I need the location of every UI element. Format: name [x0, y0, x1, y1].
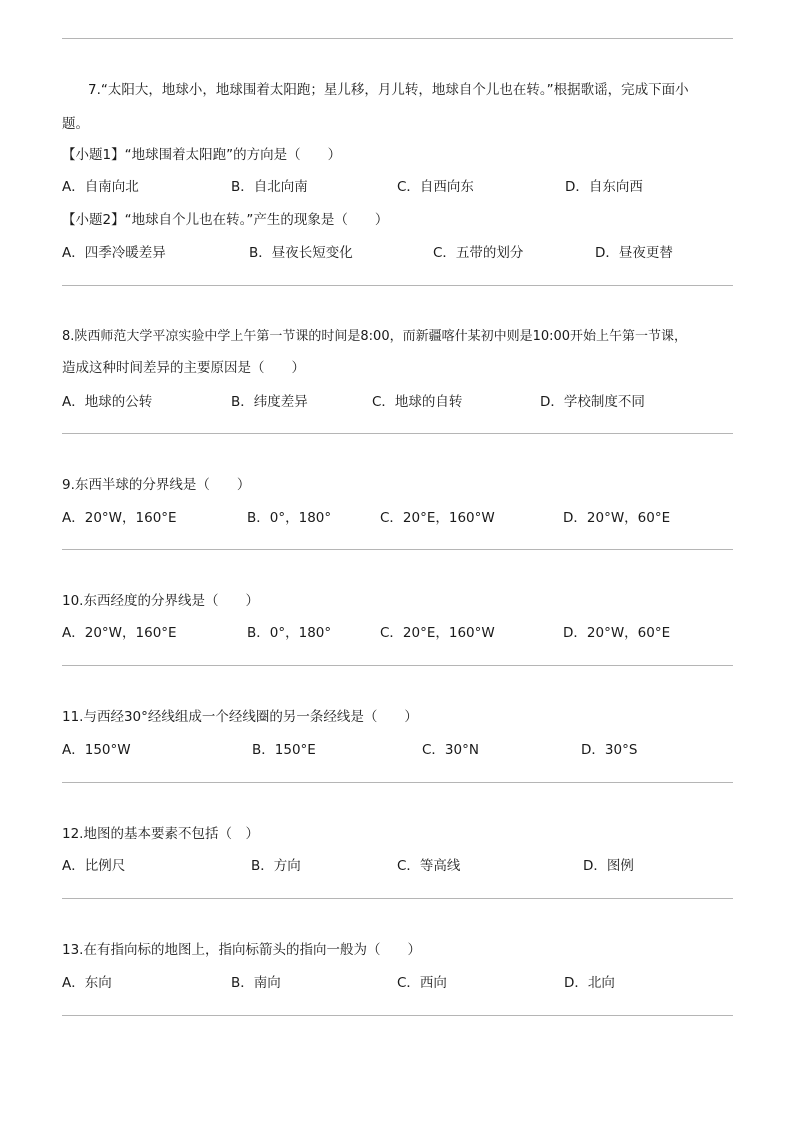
q13-option-c[interactable]: C．西向 [397, 975, 447, 991]
q7-sub1-option-a[interactable]: A．自南向北 [62, 179, 139, 195]
divider-q9 [62, 549, 733, 550]
divider-q12 [62, 898, 733, 899]
q13-option-d[interactable]: D．北向 [564, 975, 615, 991]
q7-stem-line1: 7.“太阳大，地球小，地球围着太阳跑；星儿移，月儿转，地球自个儿也在转。”根据歌谣，完成下面小 [88, 82, 689, 98]
divider-q13 [62, 1015, 733, 1016]
q8-option-d[interactable]: D．学校制度不同 [540, 394, 645, 410]
q9-option-b[interactable]: B．0°，180° [247, 510, 332, 526]
q12-option-a[interactable]: A．比例尺 [62, 858, 126, 874]
divider-q8 [62, 433, 733, 434]
q12-stem: 12.地图的基本要素不包括（ ） [62, 826, 259, 842]
divider-q7 [62, 285, 733, 286]
q10-option-c[interactable]: C．20°E，160°W [380, 625, 495, 641]
q11-option-a[interactable]: A．150°W [62, 742, 131, 758]
q13-stem: 13.在有指向标的地图上，指向标箭头的指向一般为（ ） [62, 942, 421, 958]
q9-option-c[interactable]: C．20°E，160°W [380, 510, 495, 526]
divider-q10 [62, 665, 733, 666]
q11-option-d[interactable]: D．30°S [581, 742, 638, 758]
q10-option-a[interactable]: A．20°W，160°E [62, 625, 177, 641]
q11-option-b[interactable]: B．150°E [252, 742, 316, 758]
q7-stem-line2: 题。 [62, 116, 89, 132]
q12-option-c[interactable]: C．等高线 [397, 858, 461, 874]
q8-option-c[interactable]: C．地球的自转 [372, 394, 463, 410]
q10-option-d[interactable]: D．20°W，60°E [563, 625, 671, 641]
q10-option-b[interactable]: B．0°，180° [247, 625, 332, 641]
q8-stem-line1: 8.陕西师范大学平凉实验中学上午第一节课的时间是8:00，而新疆喀什某初中则是10:00开始上午第一节课， [62, 329, 688, 344]
q7-sub2-option-b[interactable]: B．昼夜长短变化 [249, 245, 353, 261]
q7-sub2-option-a[interactable]: A．四季冷暖差异 [62, 245, 166, 261]
q8-option-b[interactable]: B．纬度差异 [231, 394, 308, 410]
q7-sub1-stem: 【小题1】“地球围着太阳跑”的方向是（ ） [62, 147, 342, 163]
q7-sub1-option-b[interactable]: B．自北向南 [231, 179, 308, 195]
q9-option-d[interactable]: D．20°W，60°E [563, 510, 671, 526]
q7-sub1-option-d[interactable]: D．自东向西 [565, 179, 643, 195]
q7-sub2-option-d[interactable]: D．昼夜更替 [595, 245, 673, 261]
q13-option-b[interactable]: B．南向 [231, 975, 281, 991]
q12-option-d[interactable]: D．图例 [583, 858, 634, 874]
q11-option-c[interactable]: C．30°N [422, 742, 479, 758]
q13-option-a[interactable]: A．东向 [62, 975, 112, 991]
q8-option-a[interactable]: A．地球的公转 [62, 394, 153, 410]
q7-sub2-option-c[interactable]: C．五带的划分 [433, 245, 524, 261]
divider-top [62, 38, 733, 39]
q8-stem-line2: 造成这种时间差异的主要原因是（ ） [62, 360, 305, 376]
q9-option-a[interactable]: A．20°W，160°E [62, 510, 177, 526]
divider-q11 [62, 782, 733, 783]
q12-option-b[interactable]: B．方向 [251, 858, 301, 874]
q7-sub1-option-c[interactable]: C．自西向东 [397, 179, 474, 195]
q9-stem: 9.东西半球的分界线是（ ） [62, 477, 251, 493]
q10-stem: 10.东西经度的分界线是（ ） [62, 593, 259, 609]
q11-stem: 11.与西经30°经线组成一个经线圈的另一条经线是（ ） [62, 709, 418, 725]
q7-sub2-stem: 【小题2】“地球自个儿也在转。”产生的现象是（ ） [62, 212, 389, 228]
